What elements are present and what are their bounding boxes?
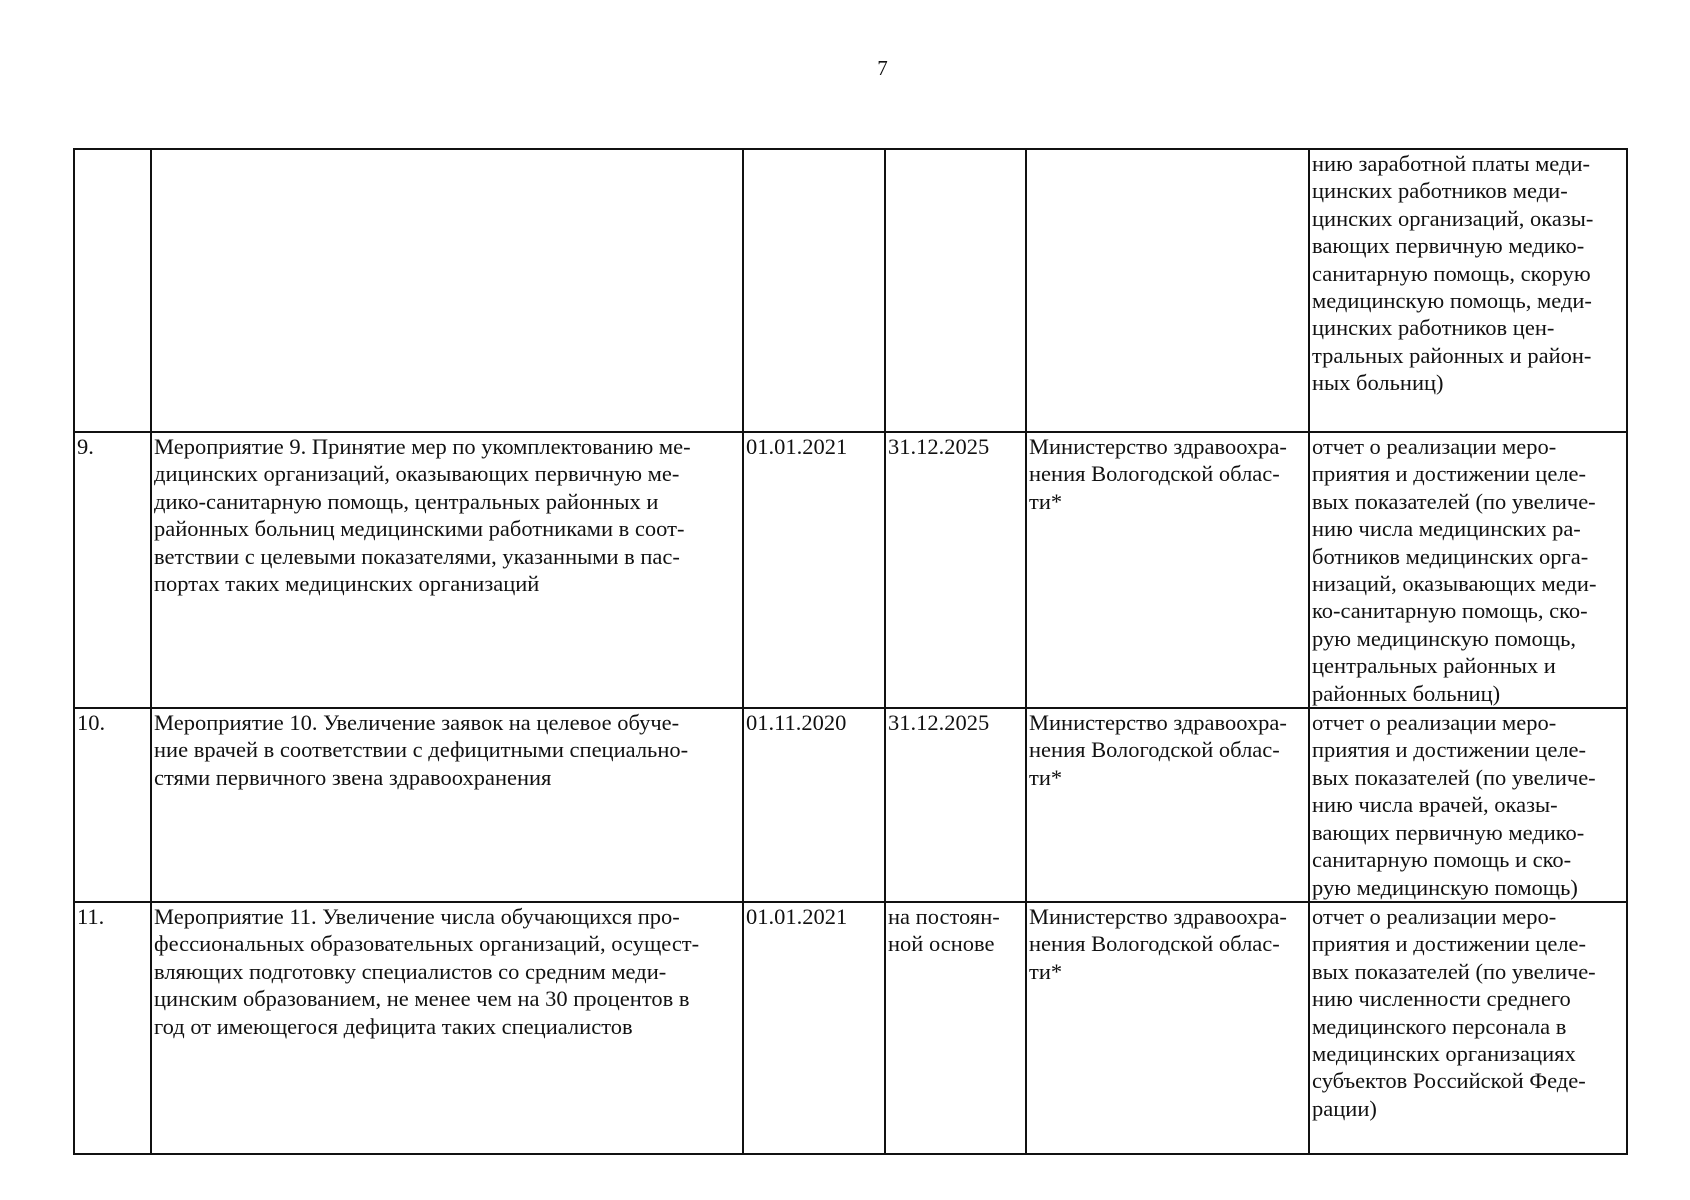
row-number-cell: 11. bbox=[74, 902, 151, 1154]
row-number-cell: 10. bbox=[74, 708, 151, 902]
activity-name-cell: Мероприятие 11. Увеличение числа обучающихся про- фессиональных образовательных организаций, осущест- вляющих подготовку специалистов со средним меди- цинским образованием, не менее чем на 30 процентов в год от имеющегося дефицита таких специалистов bbox=[151, 902, 743, 1154]
result-cell: отчет о реализации меро- приятия и достижении целе- вых показателей (по увеличе- нию числа медицинских ра- ботников медицинских орга- низаций, оказывающих меди- ко-санитарную помощь, ско- рую медицинскую помощь, центральных районных и районных больниц) bbox=[1309, 432, 1627, 708]
activity-name-cell: Мероприятие 10. Увеличение заявок на целевое обуче- ние врачей в соответствии с дефицитными специально- стями первичного звена здравоохранения bbox=[151, 708, 743, 902]
result-cell: нию заработной платы меди- цинских работников меди- цинских организаций, оказы- вающих первичную медико- санитарную помощь, скорую медицинскую помощь, меди- цинских работников цен- тральных районных и район- ных больниц) bbox=[1309, 149, 1627, 432]
responsible-cell: Министерство здравоохра- нения Вологодской облас- ти* bbox=[1026, 432, 1309, 708]
activity-name-cell: Мероприятие 9. Принятие мер по укомплектованию ме- дицинских организаций, оказывающих первичную ме- дико-санитарную помощь, центральных районных и районных больниц медицинскими работниками в соот- ветствии с целевыми показателями, указанными в пас- портах таких медицинских организаций bbox=[151, 432, 743, 708]
row-number-cell: 9. bbox=[74, 432, 151, 708]
activity-name-cell bbox=[151, 149, 743, 432]
start-date-cell: 01.01.2021 bbox=[743, 432, 885, 708]
responsible-cell: Министерство здравоохра- нения Вологодской облас- ти* bbox=[1026, 902, 1309, 1154]
table-row-continuation bbox=[74, 149, 1627, 432]
end-date-cell: на постоян- ной основе bbox=[885, 902, 1026, 1154]
start-date-cell: 01.01.2021 bbox=[743, 902, 885, 1154]
table-row-activity-11 bbox=[74, 902, 1627, 1154]
result-cell: отчет о реализации меро- приятия и достижении целе- вых показателей (по увеличе- нию числа врачей, оказы- вающих первичную медико- санитарную помощь и ско- рую медицинскую помощь) bbox=[1309, 708, 1627, 902]
table-row-activity-9 bbox=[74, 432, 1627, 708]
end-date-cell: 31.12.2025 bbox=[885, 708, 1026, 902]
end-date-cell bbox=[885, 149, 1026, 432]
end-date-cell: 31.12.2025 bbox=[885, 432, 1026, 708]
responsible-cell bbox=[1026, 149, 1309, 432]
page-number: 7 bbox=[877, 56, 888, 80]
table-row-activity-10 bbox=[74, 708, 1627, 902]
row-number-cell bbox=[74, 149, 151, 432]
responsible-cell: Министерство здравоохра- нения Вологодской облас- ти* bbox=[1026, 708, 1309, 902]
start-date-cell: 01.11.2020 bbox=[743, 708, 885, 902]
start-date-cell bbox=[743, 149, 885, 432]
activities-table bbox=[73, 148, 1628, 1155]
result-cell: отчет о реализации меро- приятия и достижении целе- вых показателей (по увеличе- нию численности среднего медицинского персонала в медицинских организациях субъектов Российской Феде- рации) bbox=[1309, 902, 1627, 1154]
